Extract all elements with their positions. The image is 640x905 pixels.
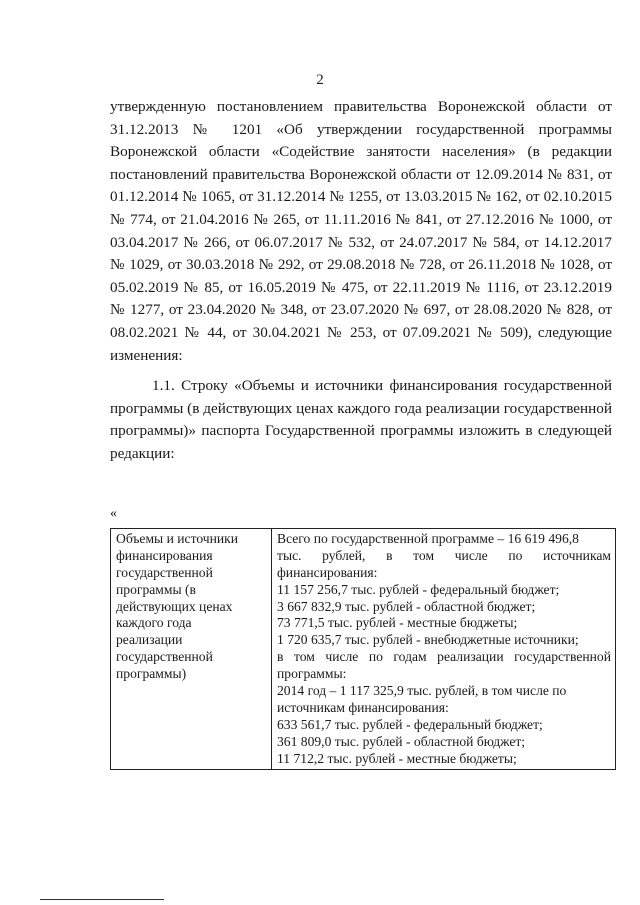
value-line: 11 712,2 тыс. рублей - местные бюджеты; — [277, 750, 517, 766]
value-line: программы: — [277, 666, 347, 682]
row-label-line: программы (в — [116, 581, 196, 597]
intro-line: 01.12.2014 № 1065, от 31.12.2014 № 1255, от 13.03.2015 № 162, от 02.10.2015 — [110, 188, 612, 206]
row-label-line: действующих ценах — [116, 598, 233, 614]
row-label-line: каждого года — [116, 615, 192, 631]
row-label-line: программы) — [116, 666, 187, 682]
table-row — [111, 529, 616, 770]
row-value-cell — [272, 529, 616, 770]
clause-1-1-line: программы (в действующих ценах каждого года реализации государственной — [110, 399, 612, 417]
intro-line: № 1029, от 30.03.2018 № 292, от 29.08.2018 № 728, от 26.11.2018 № 1028, от — [110, 256, 612, 274]
value-line: 361 809,0 тыс. рублей - областной бюджет; — [277, 733, 526, 749]
opening-quote: « — [110, 506, 117, 521]
page-number: 2 — [316, 72, 324, 88]
intro-line: Воронежской области «Содействие занятости населения» (в редакции — [110, 143, 612, 161]
intro-line: утвержденную постановлением правительства Воронежской области от — [110, 98, 612, 115]
document-body — [110, 96, 612, 466]
clause-1-1-line: 1.1. Строку «Объемы и источники финансирования государственной — [152, 377, 612, 395]
intro-line: № 774, от 21.04.2016 № 265, от 11.11.2016 № 841, от 27.12.2016 № 1000, от — [110, 210, 612, 228]
row-label-line: государственной — [116, 564, 213, 580]
value-line: 633 561,7 тыс. рублей - федеральный бюджет; — [277, 716, 543, 732]
intro-line: № 1277, от 23.04.2020 № 348, от 23.07.2020 № 697, от 28.08.2020 № 828, от — [110, 301, 612, 319]
row-label-line: реализации — [116, 632, 183, 648]
intro-line: 08.02.2021 № 44, от 30.04.2021 № 253, от 07.09.2021 № 509), следующие — [110, 323, 612, 341]
value-line: в том числе по годам реализации государственной — [277, 649, 611, 665]
clause-1-1-line: редакции: — [110, 444, 175, 462]
value-line: 11 157 256,7 тыс. рублей - федеральный бюджет; — [277, 581, 560, 597]
value-line: тыс. рублей, в том числе по источникам — [277, 547, 611, 563]
intro-line: изменения: — [110, 346, 183, 364]
intro-line: 03.04.2017 № 266, от 06.07.2017 № 532, от 24.07.2017 № 584, от 14.12.2017 — [110, 233, 612, 251]
row-label-line: Объемы и источники — [116, 531, 239, 546]
value-line: финансирования: — [277, 564, 378, 580]
row-label-cell — [111, 529, 272, 770]
financing-table — [110, 528, 616, 770]
value-line: источникам финансирования: — [277, 699, 449, 715]
value-line: 1 720 635,7 тыс. рублей - внебюджетные источники; — [277, 632, 579, 648]
value-line: 73 771,5 тыс. рублей - местные бюджеты; — [277, 615, 518, 631]
row-label-line: государственной — [116, 649, 213, 665]
intro-line: 31.12.2013 № 1201 «Об утверждении государственной программы — [110, 120, 612, 138]
value-line: Всего по государственной программе – 16 619 496,8 — [277, 531, 579, 546]
clause-1-1-line: программы)» паспорта Государственной программы изложить в следующей — [110, 422, 612, 440]
intro-line: 05.02.2019 № 85, от 16.05.2019 № 475, от 22.11.2019 № 1116, от 23.12.2019 — [110, 278, 612, 296]
value-line: 3 667 832,9 тыс. рублей - областной бюджет; — [277, 598, 536, 614]
row-label-line: финансирования — [116, 547, 213, 563]
footnote-rule — [40, 899, 164, 901]
value-line: 2014 год – 1 117 325,9 тыс. рублей, в том числе по — [277, 683, 567, 699]
intro-line: постановлений правительства Воронежской области от 12.09.2014 № 831, от — [110, 165, 612, 183]
